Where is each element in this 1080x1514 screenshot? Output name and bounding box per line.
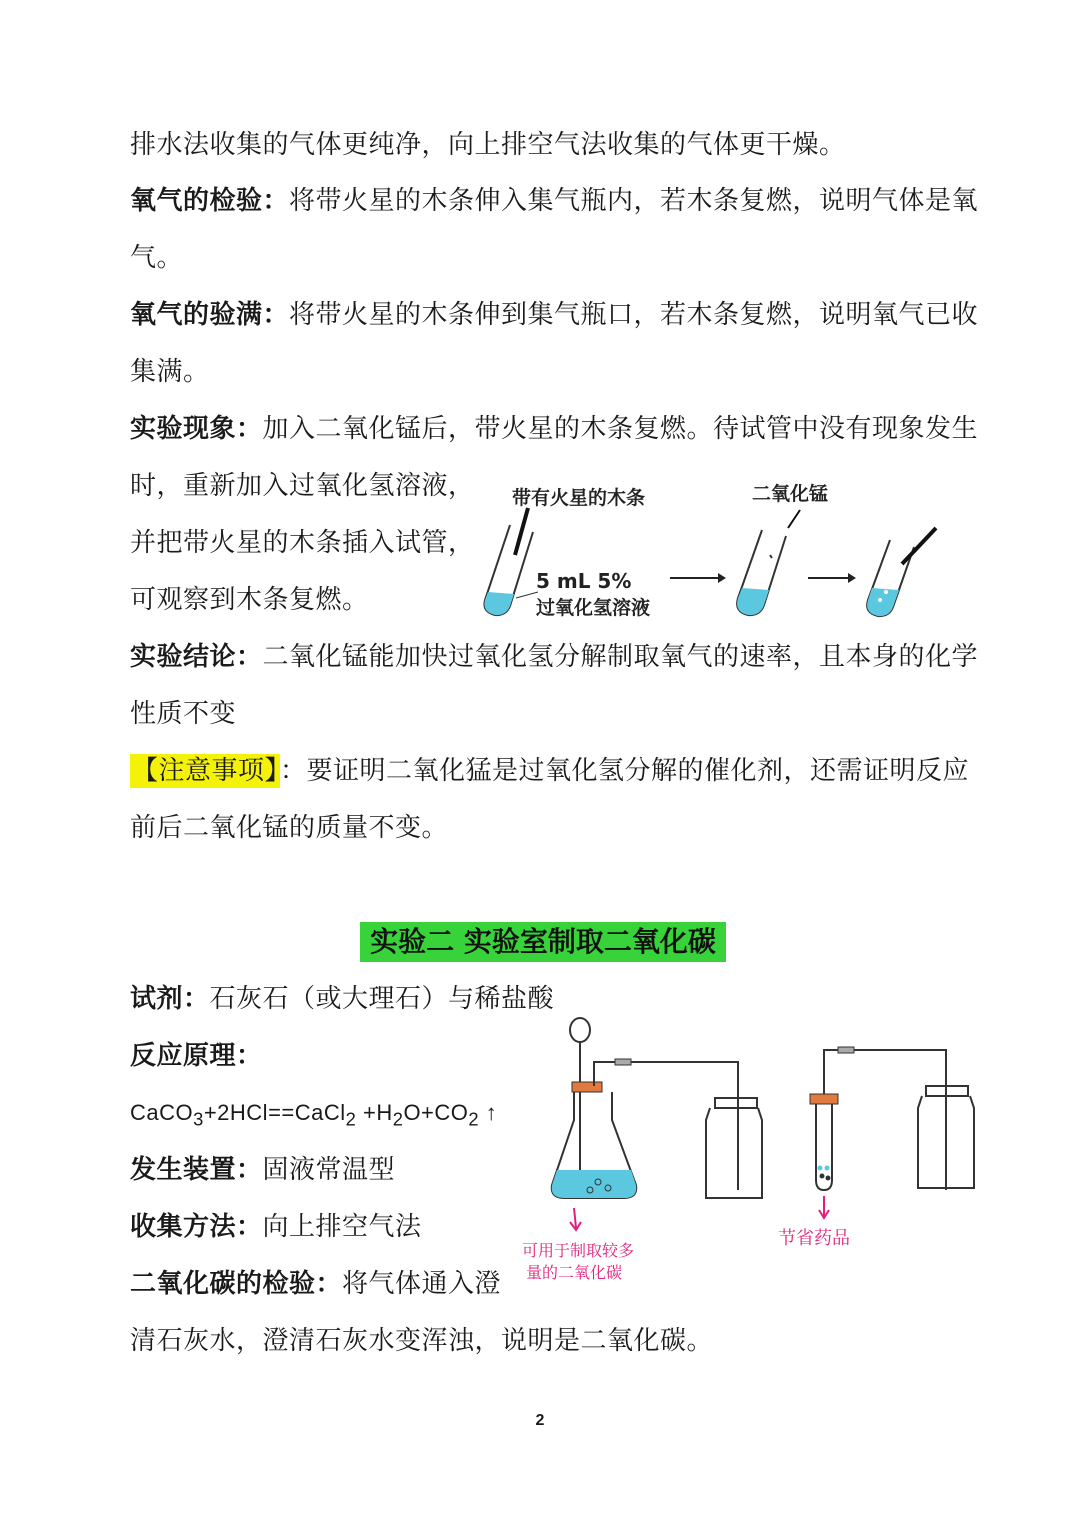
text-line: 气。 [130, 243, 184, 273]
co2-test-text: 将气体通入澄 [342, 1269, 502, 1299]
arrow-2 [808, 573, 856, 583]
arrow-1 [670, 573, 726, 583]
oxygen-test-line [130, 186, 978, 216]
conical-flask-apparatus [552, 1018, 738, 1198]
oxygen-full-text: 将带火星的木条伸到集气瓶口，若木条复燃，说明氧气已收 [289, 300, 979, 330]
reaction-formula: CaCO$_3$+2HCl==CaCl$_2$ $+H_2O+CO_2$ ↑ [130, 1100, 498, 1130]
reagent-text: 石灰石（或大理石）与稀盐酸 [209, 984, 555, 1014]
text-line: 集满。 [130, 357, 210, 387]
handwritten-note-right: 节省药品 [778, 1228, 850, 1249]
conclusion-label: 实验结论： [130, 642, 263, 672]
reagent-label: 试剂： [130, 984, 210, 1014]
collection-bottle-1 [706, 1098, 762, 1198]
handwritten-note-left-2: 量的二氧化碳 [526, 1263, 623, 1282]
oxygen-test-text: 将带火星的木条伸入集气瓶内，若木条复燃，说明气体是氧 [289, 186, 979, 216]
text-line: 前后二氧化锰的质量不变。 [130, 813, 449, 843]
phenomenon-label: 实验现象： [130, 414, 263, 444]
oxygen-full-line [130, 300, 978, 330]
collect-text: 向上排空气法 [262, 1212, 422, 1242]
collect-line [130, 1212, 422, 1242]
note-line [130, 756, 969, 786]
co2-test-line [130, 1269, 501, 1299]
gas-arrow-icon: ↑ [485, 1100, 498, 1125]
test-tube-3 [867, 528, 936, 616]
co2-apparatus-diagram [520, 1010, 990, 1290]
collect-label: 收集方法： [130, 1212, 263, 1242]
note-text: ：要证明二氧化猛是过氧化氢分解的催化剂，还需证明反应 [280, 756, 970, 786]
co2-test-label: 二氧化碳的检验： [130, 1269, 343, 1299]
test-tube-apparatus [810, 1047, 946, 1190]
text-line: 清石灰水，澄清石灰水变浑浊，说明是二氧化碳。 [130, 1326, 714, 1356]
oxygen-test-label: 氧气的检验： [130, 186, 290, 216]
phenomenon-text: 加入二氧化锰后，带火星的木条复燃。待试管中没有现象发生 [262, 414, 979, 444]
section-title: 实验二 实验室制取二氧化碳 [360, 922, 726, 962]
reagent-line [130, 984, 554, 1014]
pointer-line [516, 592, 538, 598]
conclusion-text: 二氧化锰能加快过氧化氢分解制取氧气的速率，且本身的化学 [262, 642, 979, 672]
phenomenon-line [130, 414, 978, 444]
device-label: 发生装置： [130, 1155, 263, 1185]
oxygen-full-label: 氧气的验满： [130, 300, 290, 330]
test-tube-2 [737, 510, 800, 615]
text-line: 性质不变 [130, 699, 237, 729]
page-number: 2 [535, 1412, 545, 1429]
text-line: 可观察到木条复燃。 [130, 585, 369, 615]
handwritten-note-left-1: 可用于制取较多 [522, 1241, 635, 1260]
mno2-label: 二氧化锰 [752, 483, 829, 505]
text-line: 并把带火星的木条插入试管， [130, 528, 475, 558]
conclusion-line [130, 642, 978, 672]
splint-label: 带有火星的木条 [512, 487, 646, 509]
note-label: 【注意事项】 [132, 756, 279, 786]
volume-label: 5 mL 5% [536, 569, 632, 593]
catalyst-experiment-diagram [470, 470, 950, 630]
test-tube-1 [484, 508, 533, 615]
principle-label: 反应原理： [130, 1041, 263, 1071]
solution-label: 过氧化氢溶液 [536, 597, 651, 619]
text-line: 时，重新加入过氧化氢溶液， [130, 471, 475, 501]
device-line [130, 1155, 395, 1185]
device-text: 固液常温型 [262, 1155, 396, 1185]
text-line: 排水法收集的气体更纯净，向上排空气法收集的气体更干燥。 [130, 130, 846, 160]
